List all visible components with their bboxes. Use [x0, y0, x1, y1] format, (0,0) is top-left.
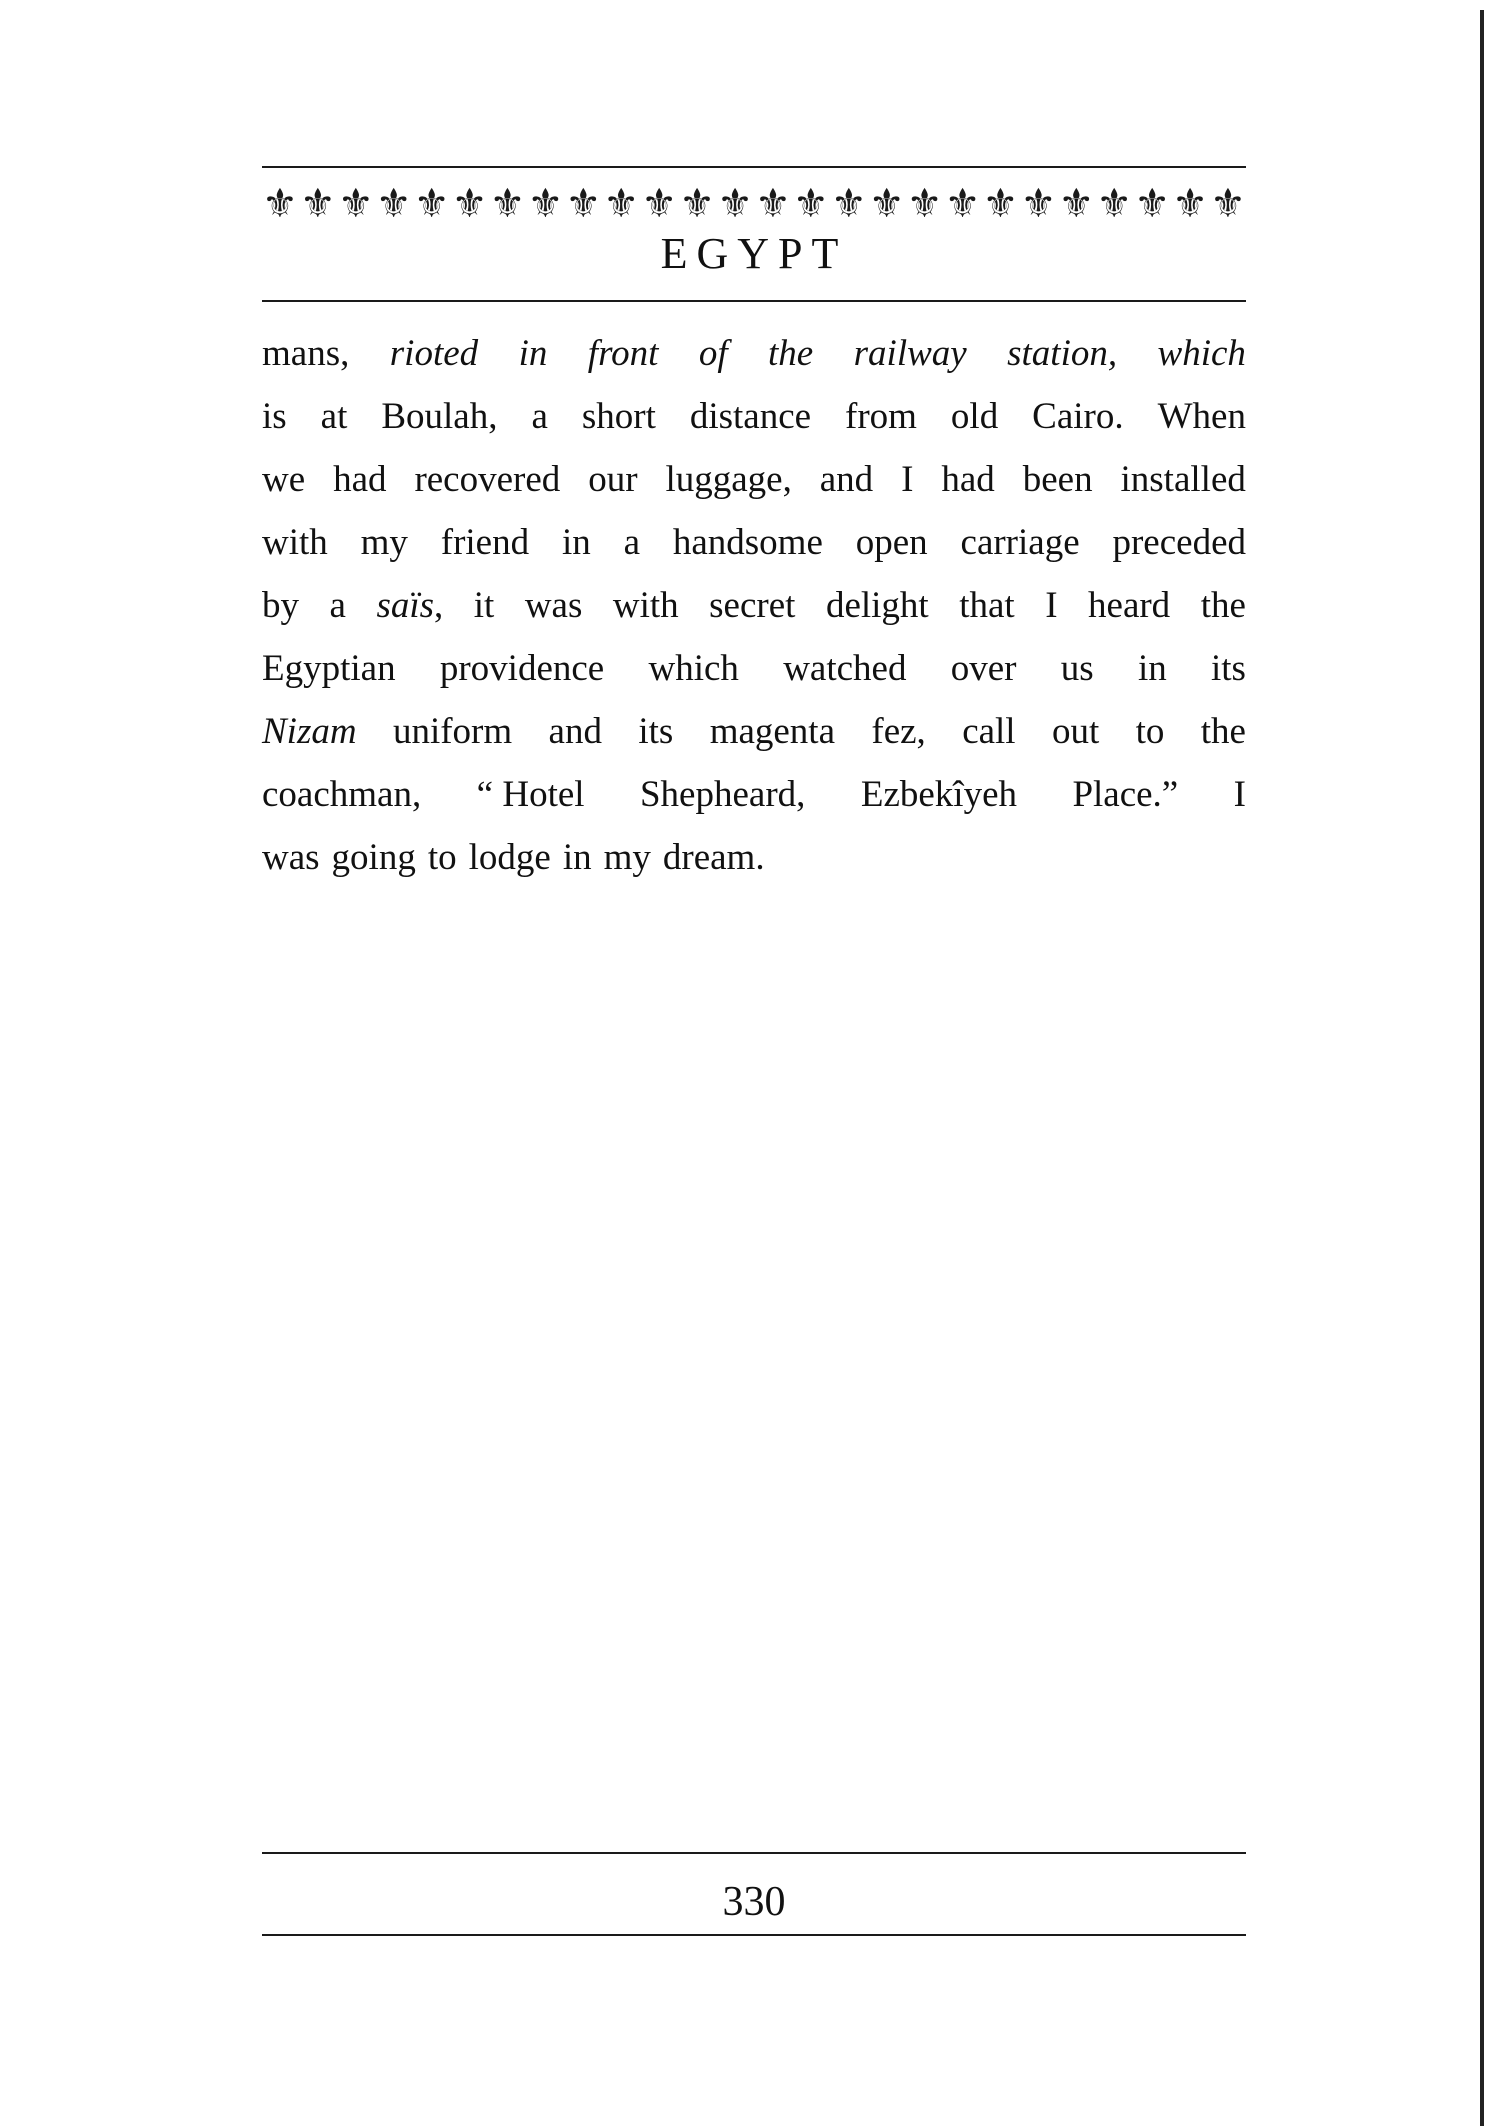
- word: station,: [1007, 333, 1118, 374]
- word: it: [473, 585, 495, 626]
- word: uniform: [392, 711, 513, 752]
- fleur-de-lis-icon: ⚜: [375, 181, 412, 227]
- fleur-de-lis-icon: ⚜: [792, 181, 829, 227]
- word: recovered: [414, 459, 561, 500]
- word: our: [588, 459, 638, 500]
- word: lodge: [468, 837, 551, 878]
- page-header: [262, 166, 1246, 302]
- text-line: [262, 763, 1246, 826]
- word: from: [845, 396, 917, 437]
- fleur-de-lis-icon: ⚜: [413, 181, 450, 227]
- running-head: EGYPT: [660, 229, 848, 278]
- word: dream.: [662, 837, 765, 878]
- word: and: [819, 459, 874, 500]
- word: Nizam: [262, 711, 357, 752]
- header-top-rule: [262, 166, 1246, 168]
- word: luggage,: [665, 459, 792, 500]
- word: magenta: [709, 711, 836, 752]
- footer-top-rule: [262, 1852, 1246, 1854]
- word: a: [329, 585, 346, 626]
- word: had: [333, 459, 387, 500]
- fleur-de-lis-icon: ⚜: [944, 181, 981, 227]
- body-text: [262, 322, 1246, 889]
- word: delight: [825, 585, 929, 626]
- word: call: [962, 711, 1016, 752]
- word: the: [1200, 585, 1246, 626]
- fleur-de-lis-icon: ⚜: [1020, 181, 1057, 227]
- page-footer: [262, 1852, 1246, 1936]
- word: short: [581, 396, 656, 437]
- fleur-de-lis-icon: ⚜: [868, 181, 905, 227]
- word: that: [959, 585, 1015, 626]
- word: preceded: [1112, 522, 1246, 563]
- word: Shepheard,: [639, 774, 806, 815]
- word: its: [1210, 648, 1246, 689]
- word: “ Hotel: [476, 774, 585, 815]
- word: I: [1233, 774, 1246, 815]
- text-line: [262, 574, 1246, 637]
- text-line: [262, 826, 1246, 889]
- word: Place.”: [1072, 774, 1179, 815]
- word: I: [1045, 585, 1058, 626]
- word: which: [648, 648, 739, 689]
- word: which: [1157, 333, 1246, 374]
- word: in: [561, 522, 591, 563]
- fleur-de-lis-icon: ⚜: [906, 181, 943, 227]
- word: with: [612, 585, 679, 626]
- word: watched: [783, 648, 907, 689]
- fleur-de-lis-icon: ⚜: [299, 181, 336, 227]
- fleur-de-lis-icon: ⚜: [262, 181, 298, 227]
- text-line: [262, 322, 1246, 385]
- word: my: [360, 522, 408, 563]
- word: in: [518, 333, 548, 374]
- word: a: [623, 522, 641, 563]
- page-edge: [1480, 10, 1484, 2126]
- word: providence: [439, 648, 605, 689]
- word: mans,: [262, 333, 350, 374]
- word: Cairo.: [1032, 396, 1124, 437]
- word: the: [768, 333, 814, 374]
- word: friend: [440, 522, 530, 563]
- fleur-de-lis-icon: ⚜: [982, 181, 1019, 227]
- word: is: [262, 396, 287, 437]
- fleur-de-lis-icon: ⚜: [679, 181, 715, 227]
- page-number: 330: [722, 1879, 786, 1925]
- word: the: [1200, 711, 1246, 752]
- fleur-de-lis-icon: ⚜: [527, 181, 564, 227]
- word: installed: [1120, 459, 1246, 500]
- word: in: [1137, 648, 1167, 689]
- fleur-de-lis-icon: ⚜: [489, 181, 526, 227]
- fleur-de-lis-icon: ⚜: [565, 181, 602, 227]
- word: Ezbekîyeh: [860, 774, 1017, 815]
- fleur-de-lis-icon: ⚜: [1096, 181, 1133, 227]
- word: at: [320, 396, 348, 437]
- footer-bottom-rule: [262, 1934, 1246, 1936]
- word: in: [562, 837, 592, 878]
- word: old: [950, 396, 999, 437]
- fleur-de-lis-icon: ⚜: [717, 181, 753, 227]
- text-line: [262, 637, 1246, 700]
- word: coachman,: [262, 774, 422, 815]
- word: to: [1135, 711, 1165, 752]
- word: a: [531, 396, 548, 437]
- word: with: [262, 522, 328, 563]
- word: we: [262, 459, 306, 500]
- text-line: [262, 448, 1246, 511]
- fleur-de-lis-icon: ⚜: [641, 181, 678, 227]
- fleur-de-lis-icon: ⚜: [603, 181, 640, 227]
- fleur-de-lis-icon: ⚜: [754, 181, 791, 227]
- word: fez,: [871, 711, 926, 752]
- text-line: [262, 385, 1246, 448]
- word: going: [331, 837, 416, 878]
- word: front: [587, 333, 659, 374]
- fleur-de-lis-icon: ⚜: [1210, 181, 1246, 227]
- text-line: [262, 700, 1246, 763]
- word: had: [941, 459, 995, 500]
- word-group: [376, 574, 443, 637]
- word: my: [603, 837, 651, 878]
- fleur-de-lis-icon: ⚜: [337, 181, 374, 227]
- word: heard: [1088, 585, 1171, 626]
- header-bottom-rule: [262, 300, 1246, 302]
- fleur-de-lis-border: [262, 181, 1246, 227]
- word: railway: [853, 333, 967, 374]
- fleur-de-lis-icon: ⚜: [1172, 181, 1208, 227]
- fleur-de-lis-icon: ⚜: [1058, 181, 1095, 227]
- word: Boulah,: [381, 396, 498, 437]
- word: When: [1157, 396, 1246, 437]
- word: handsome: [672, 522, 823, 563]
- word: out: [1051, 711, 1100, 752]
- word: its: [638, 711, 674, 752]
- word: us: [1060, 648, 1094, 689]
- word: by: [262, 585, 299, 626]
- word: saïs: [376, 585, 435, 626]
- word: Egyptian: [262, 648, 396, 689]
- word: and: [548, 711, 602, 752]
- word: secret: [709, 585, 796, 626]
- word: carriage: [960, 522, 1080, 563]
- fleur-de-lis-icon: ⚜: [830, 181, 867, 227]
- word: to: [427, 837, 457, 878]
- text-line: [262, 511, 1246, 574]
- fleur-de-lis-icon: ⚜: [451, 181, 488, 227]
- word: was: [524, 585, 583, 626]
- word: distance: [689, 396, 812, 437]
- word: of: [698, 333, 728, 374]
- word: rioted: [389, 333, 479, 374]
- word: ,: [434, 585, 444, 626]
- word: was: [262, 837, 320, 878]
- word: I: [901, 459, 914, 500]
- fleur-de-lis-icon: ⚜: [1134, 181, 1171, 227]
- word: open: [855, 522, 928, 563]
- word: been: [1022, 459, 1093, 500]
- word: over: [950, 648, 1017, 689]
